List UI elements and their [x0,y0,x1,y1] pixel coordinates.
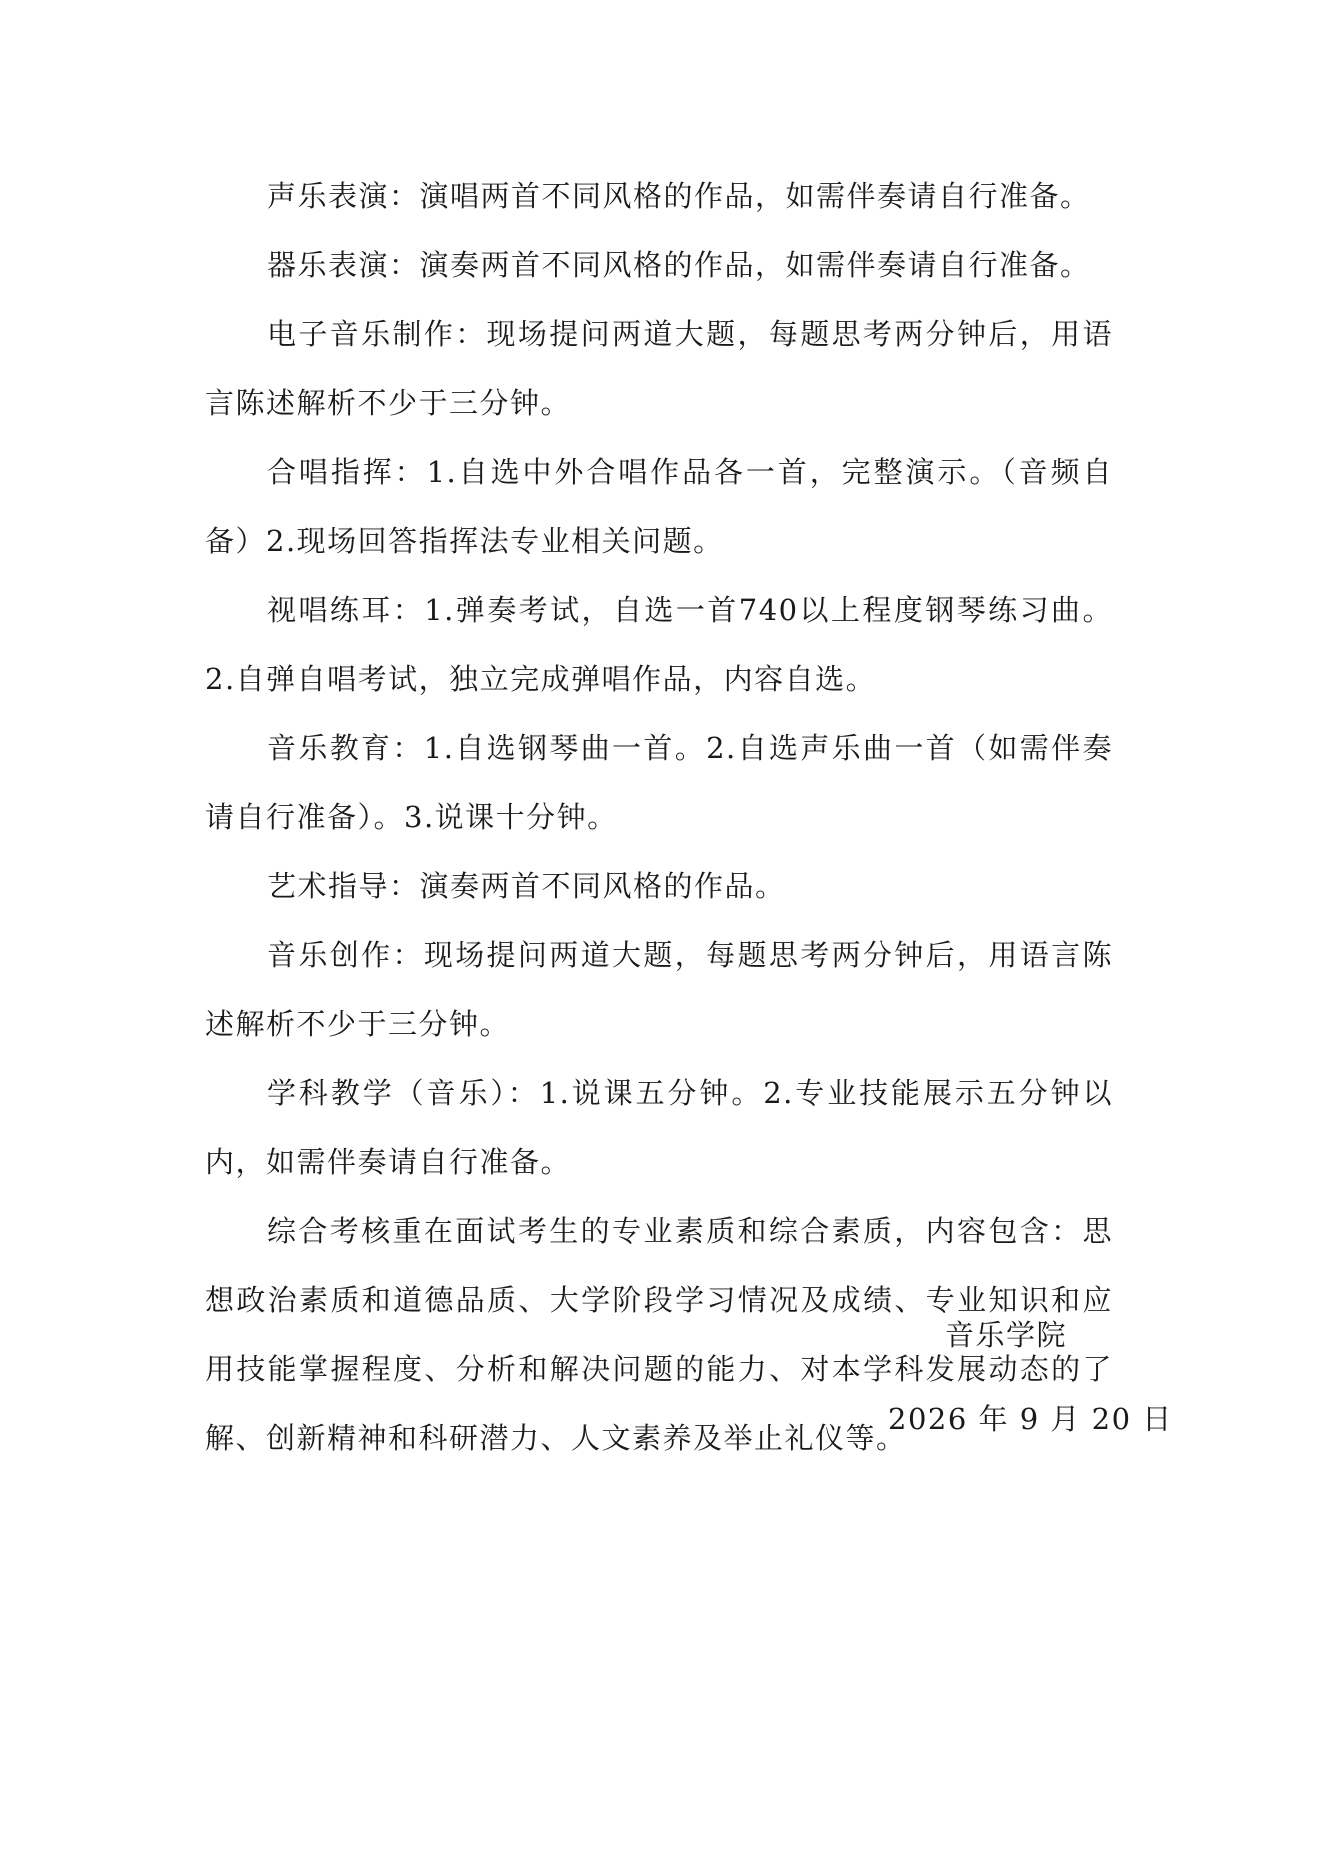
paragraph-solfeggio-ear-training: 视唱练耳：1.弹奏考试，自选一首740以上程度钢琴练习曲。2.自弹自唱考试，独立完成弹唱作品，内容自选。 [205,593,1113,696]
paragraph-electronic-music-production: 电子音乐制作：现场提问两道大题，每题思考两分钟后，用语言陈述解析不少于三分钟。 [205,317,1113,420]
paragraph-comprehensive-assessment: 综合考核重在面试考生的专业素质和综合素质，内容包含：思想政治素质和道德品质、大学阶段学习情况及成绩、专业知识和应用技能掌握程度、分析和解决问题的能力、对本学科发展动态的了解、创新精神和科研潜力、人文素养及举止礼仪等。 [205,1214,1113,1455]
paragraph-music-composition: 音乐创作：现场提问两道大题，每题思考两分钟后，用语言陈述解析不少于三分钟。 [205,938,1113,1041]
paragraph-art-guidance: 艺术指导：演奏两首不同风格的作品。 [267,869,786,903]
paragraph-instrumental-performance: 器乐表演：演奏两首不同风格的作品，如需伴奏请自行准备。 [267,248,1091,282]
paragraph-music-education: 音乐教育：1.自选钢琴曲一首。2.自选声乐曲一首（如需伴奏请自行准备）。3.说课十分钟。 [205,731,1113,834]
paragraph-choral-conducting: 合唱指挥：1.自选中外合唱作品各一首，完整演示。（音频自备）2.现场回答指挥法专业相关问题。 [205,455,1113,558]
document-body [205,162,1113,1473]
signature-date: 2026 年 9 月 20 日 [888,1402,1173,1436]
paragraph-subject-teaching-music: 学科教学（音乐）：1.说课五分钟。2.专业技能展示五分钟以内，如需伴奏请自行准备。 [205,1076,1113,1179]
signature-organization: 音乐学院 [945,1318,1068,1352]
paragraph-vocal-performance: 声乐表演：演唱两首不同风格的作品，如需伴奏请自行准备。 [267,179,1091,213]
